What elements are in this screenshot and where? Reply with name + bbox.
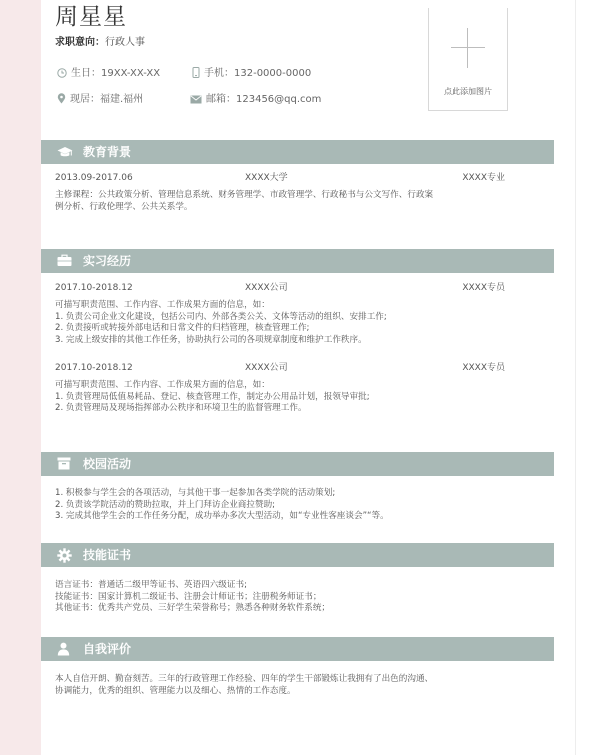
campus-line: 3. 完成其他学生会的工作任务分配，成功举办多次大型活动，如“专业性客座谈会”“等。 (55, 511, 389, 521)
photo-hint-text: 点此添加图片 (444, 87, 492, 96)
info-birth (57, 67, 160, 81)
section-title-internship: 实习经历 (83, 254, 132, 268)
section-header-skills (41, 543, 554, 567)
job-intent-label: 求职意向： (55, 37, 105, 48)
education-line: 主修课程：公共政策分析、管理信息系统、财务管理学、市政管理学、行政秘书与公文写作、行政案 (55, 190, 434, 200)
internship-line: 1. 负责公司企业文化建设，包括公司内、外部各类公关、文体等活动的组织、安排工作; (55, 311, 387, 322)
internship-date: 2017.10-2018.12 (55, 363, 133, 373)
graduation-cap-icon (57, 145, 73, 159)
education-courses (55, 190, 505, 213)
right-edge-line (575, 0, 576, 755)
location-text: 现居：福建.福州 (70, 94, 144, 105)
education-line: 例分析、行政伦理学、公共关系学。 (55, 201, 193, 212)
candidate-name: 周星星 (55, 4, 127, 30)
left-decorative-strip (0, 0, 41, 755)
education-entry (55, 171, 505, 185)
section-header-internship (41, 249, 554, 273)
self-evaluation-line: 协调能力，优秀的组织、管理能力以及细心、热情的工作态度。 (55, 685, 296, 696)
internship-company: XXXX公司 (245, 363, 288, 373)
internship-entry-2 (55, 361, 505, 375)
email-text: 邮箱：123456@qq.com (206, 94, 322, 105)
person-icon (57, 642, 70, 656)
briefcase-icon (57, 254, 72, 267)
job-intent (55, 36, 145, 50)
envelope-icon (190, 95, 202, 104)
internship-line: 可描写职责范围、工作内容、工作成果方面的信息，如： (55, 380, 270, 390)
job-intent-value: 行政人事 (105, 37, 145, 48)
info-email (190, 93, 321, 107)
plus-icon-horizontal (451, 47, 485, 48)
section-title-skills: 技能证书 (83, 548, 132, 562)
internship-entry-1 (55, 281, 505, 295)
photo-placeholder[interactable] (428, 8, 508, 111)
gear-icon (57, 548, 72, 563)
section-title-campus: 校园活动 (83, 457, 132, 471)
skills-line: 其他证书：优秀共产党员、三好学生荣誉称号；熟悉各种财务软件系统； (55, 603, 331, 613)
campus-line: 1. 积极参与学生会的各项活动，与其他干事一起参加各类学院的活动策划; (55, 488, 336, 498)
clock-icon (57, 68, 67, 78)
internship-details-2 (55, 380, 505, 415)
skills-certificates (55, 580, 505, 615)
skills-line: 技能证书：国家计算机二级证书、注册会计师证书；注册税务师证书； (55, 591, 322, 602)
internship-line: 3. 完成上级安排的其他工作任务，协助执行公司的各项规章制度和维护工作秩序。 (55, 334, 367, 345)
section-header-campus (41, 452, 554, 476)
location-pin-icon (57, 93, 66, 104)
campus-activities (55, 488, 505, 523)
education-major: XXXX专业 (462, 173, 505, 183)
internship-line: 可描写职责范围、工作内容、工作成果方面的信息，如： (55, 300, 270, 310)
internship-role: XXXX专员 (462, 363, 505, 373)
internship-role: XXXX专员 (462, 283, 505, 293)
internship-line: 1. 负责管理局低值易耗品、登记、核查管理工作，制定办公用品计划，报领导审批; (55, 391, 370, 402)
birth-text: 生日：19XX-XX-XX (71, 68, 161, 79)
skills-line: 语言证书：普通话二级甲等证书、英语四六级证书; (55, 580, 247, 590)
internship-details-1 (55, 300, 505, 346)
campus-line: 2. 负责该学院活动的赞助拉取，并上门拜访企业商拉赞助; (55, 499, 276, 510)
internship-date: 2017.10-2018.12 (55, 283, 133, 293)
section-header-self-evaluation (41, 637, 554, 661)
phone-icon (192, 67, 200, 78)
archive-box-icon (57, 457, 71, 470)
section-title-self-evaluation: 自我评价 (83, 642, 132, 656)
education-date: 2013.09-2017.06 (55, 173, 133, 183)
plus-icon-vertical (467, 28, 468, 68)
internship-line: 2. 负责管理局及现场指挥部办公秩序和环境卫生的监督管理工作。 (55, 403, 307, 413)
internship-line: 2. 负责接听或转接外部电话和日常文件的归档管理，核查管理工作; (55, 323, 310, 333)
education-school: XXXX大学 (245, 173, 288, 183)
section-title-education: 教育背景 (83, 145, 132, 159)
info-phone (192, 67, 311, 81)
info-location (57, 93, 143, 107)
self-evaluation-text (55, 674, 505, 697)
self-evaluation-line: 本人自信开朗、勤奋刻苦。三年的行政管理工作经验、四年的学生干部锻炼让我拥有了出色的沟通、 (55, 674, 434, 684)
section-header-education (41, 140, 554, 164)
internship-company: XXXX公司 (245, 283, 288, 293)
phone-text: 手机：132-0000-0000 (204, 68, 312, 79)
